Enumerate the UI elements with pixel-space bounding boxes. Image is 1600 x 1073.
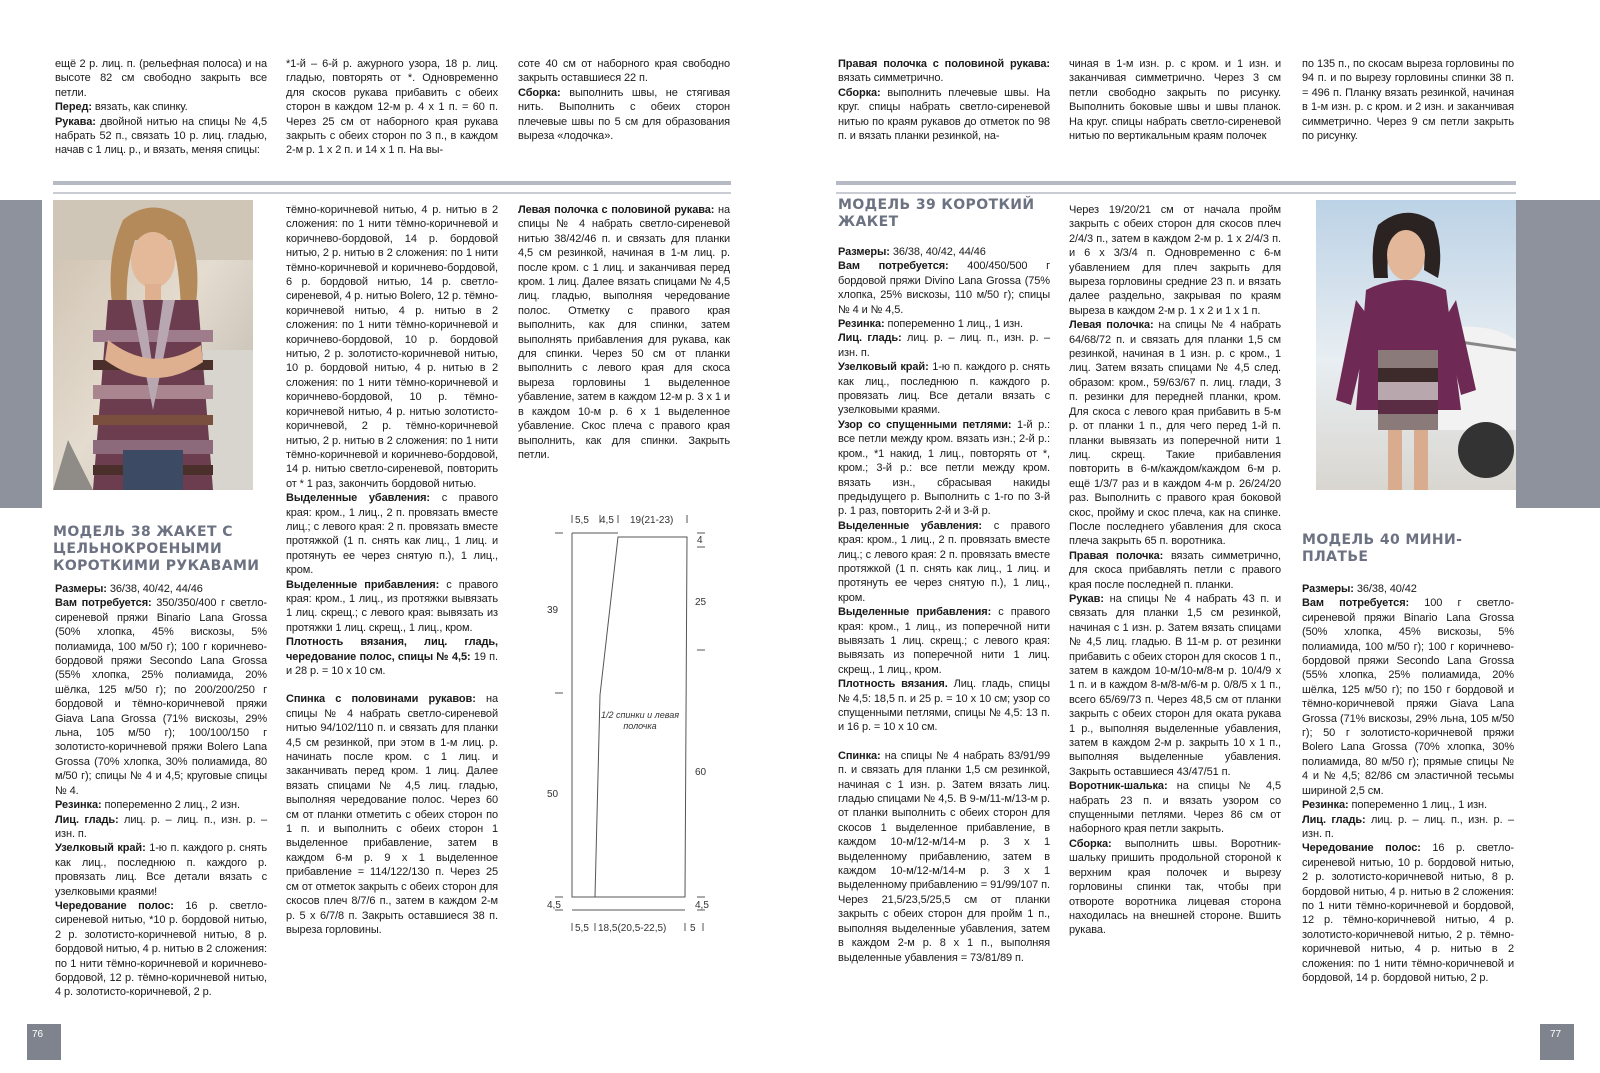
paragraph: [55, 100, 267, 114]
paragraph-text: лиц. р. – лиц. п., изн. р. – изн. п.: [1302, 813, 1515, 840]
paragraph: [55, 582, 267, 596]
paragraph-text: 1-й р.: все петли между кром. вязать изн.; 2-й р.: кром., *1 накид, 1 лиц., повторять от *, кром.; 3-й р.: все петли между кром. вязать изн., сбрасывая накиды предыдущего р. Выполнить с 1-го по 3-й р. 1 раз, повторить 2-й и 3-й р.: [838, 418, 1051, 518]
paragraph: [286, 692, 498, 937]
paragraph-heading: Сборка:: [838, 86, 881, 99]
paragraph: [1302, 813, 1514, 842]
paragraph-heading: Узелковый край:: [838, 361, 929, 374]
paragraph: [838, 677, 1050, 735]
paragraph-text: Лиц. гладь, спицы № 4,5: 18,5 п. и 25 р. = 10 х 10 см; узор со спущенными петлями, спицы № 4,5: 13 п. и 16 р. = 10 х 10 см.: [838, 678, 1050, 734]
dim-right-1: 4: [697, 535, 703, 546]
right-top-column-1: [838, 57, 1050, 143]
paragraph-text: 1-ю п. каждого р. снять как лиц., последнюю п. каждого р. провязать лиц. Все детали вязать с узелковыми краями!: [55, 842, 268, 898]
paragraph-heading: Узор со спущенными петлями:: [838, 418, 1012, 431]
paragraph: [838, 749, 1050, 965]
paragraph-text: 100 г светло-сиреневой пряжи Binario Lana Grossa (50% хлопка, 45% вискозы, 5% полиамида, 100 м/50 г); 100 г коричнево-бордовой пряжи Secondo Lana Grossa (55% хлопка, 25% полиамида, 20% шёлка, 125 м/50 г); по 150 г бордовой и тёмно-коричневой пряжи Giava Lana Grossa (71% вискозы, 29% льна, 105 м/50 г); 50 г золотисто-коричневой пряжи Bolero Lana Grossa (70% хлопка, 30% полиамида, 80 м/50 г); прямые спицы № 4 и № 4,5; 82/86 см эластичной тесьмы шириной 2,5 см.: [1302, 597, 1514, 797]
side-color-band-left: [0, 200, 42, 508]
paragraph: [838, 86, 1050, 144]
paragraph-heading: Резинка:: [1302, 799, 1349, 812]
paragraph-text: на спицы № 4,5 набрать 23 п. и вязать узором со спущенными петлями. Через 86 см от наборного края петли закрыть.: [1069, 780, 1281, 836]
paragraph-heading: Выделенные убавления:: [838, 519, 982, 532]
paragraph: [55, 596, 267, 798]
paragraph-text: лиц. р. – лиц. п., изн. р. – изн. п.: [55, 813, 268, 840]
paragraph-heading: Правая полочка с половиной рукава:: [838, 58, 1050, 70]
model-38-title: МОДЕЛЬ 38 ЖАКЕТ С ЦЕЛЬНОКРОЕНЫМИ КОРОТКИМИ РУКАВАМИ: [53, 524, 260, 574]
dim-top-2: 4,5: [600, 515, 614, 526]
model-40-column: [1302, 582, 1514, 985]
paragraph-heading: Левая полочка с половиной рукава:: [518, 204, 715, 216]
paragraph-heading: Правая полочка:: [1069, 549, 1164, 562]
paragraph-heading: Лиц. гладь:: [55, 813, 119, 826]
paragraph: [838, 331, 1050, 360]
model-40-title: МОДЕЛЬ 40 МИНИ-ПЛАТЬЕ: [1302, 532, 1463, 565]
dim-bottom-1: 5,5: [575, 923, 589, 934]
paragraph: [838, 418, 1050, 519]
paragraph: [1069, 837, 1281, 938]
paragraph-text: лиц. р. – лиц. п., изн. р. – изн. п.: [838, 332, 1051, 359]
paragraph-heading: Рукава:: [55, 115, 96, 128]
paragraph-heading: Сборка:: [1069, 837, 1112, 850]
left-top-column-2: [286, 57, 498, 158]
model-38-column-3: [518, 203, 730, 462]
paragraph: [838, 317, 1050, 331]
paragraph-heading: Лиц. гладь:: [1302, 813, 1366, 826]
paragraph-text: на спицы № 4 набрать 83/91/99 п. и связать для планки 1,5 см резинкой, начиная с 1 изн. р. Затем вязать лиц. гладью спицами № 4,5. В 9-м/11-м/13-м р. от планки выполнить с обеих сторон для скосов 1 выделенное прибавление, в каждом 10-м/12-м/14-м р. 3 х 1 выделенному прибавлению, затем в каждом 10-м/12-м/14-м р. 3 х 1 выделенному прибавлению = 91/99/107 п. Через 21,5/23,5/25,5 см от планки закрыть с обеих сторон для пройм 1 п., выполняя выделенные убавления, затем в каждом 2-м р. 8 х 1 п., выполняя выделенные убавления = 73/81/89 п.: [838, 749, 1050, 964]
model-40-photo: [1316, 200, 1516, 490]
model-39-title: МОДЕЛЬ 39 КОРОТКИЙ ЖАКЕТ: [838, 197, 1035, 230]
right-top-column-3: [1302, 57, 1514, 143]
paragraph: чиная в 1-м изн. р. с кром. и 1 изн. и заканчивая симметрично. Через 3 см петли свободно закрыть по рисунку. Выполнить боковые швы и швы планок. На круг. спицы набрать светло-сиреневой нитью по вертикальным краям полочек: [1069, 58, 1281, 143]
paragraph-heading: Размеры:: [55, 583, 107, 595]
paragraph: [55, 115, 267, 158]
paragraph: по 135 п., по скосам выреза горловины по 94 п. и по вырезу горловины спинки 38 п. = 496 п. Планку вязать резинкой, начиная в 1-м изн. р. с кром. и 2 изн. и заканчивая симметрично. Через 9 см петли закрыть по рисунку.: [1302, 58, 1514, 143]
dim-top-3: 19(21-23): [630, 515, 674, 526]
dim-right-3: 60: [695, 767, 707, 778]
paragraph-heading: Выделенные прибавления:: [838, 606, 992, 619]
section-divider-right: [836, 181, 1516, 194]
dim-left-2: 50: [547, 789, 559, 800]
paragraph: ещё 2 р. лиц. п. (рельефная полоса) и на высоте 82 см свободно закрыть все петли.: [55, 58, 267, 99]
model-39-column-2: [1069, 203, 1281, 938]
paragraph-heading: Плотность вязания, лиц. гладь, чередование полос, спицы № 4,5:: [286, 636, 498, 663]
paragraph-heading: Перед:: [55, 101, 92, 114]
paragraph-heading: Вам потребуется:: [55, 597, 152, 610]
paragraph: [1302, 596, 1514, 798]
paragraph-heading: Воротник-шалька:: [1069, 780, 1168, 793]
paragraph-heading: Узелковый край:: [55, 842, 146, 855]
paragraph: [838, 57, 1050, 86]
paragraph: *1-й – 6-й р. ажурного узора, 18 р. лиц. гладью, повторять от *. Одновременно для скосов рукава прибавить с обеих сторон в каждом 12-м р. 4 х 1 п. = 60 п. Через 25 см от наборного края рукава закрыть с обеих сторон по 3 п., в каждом 2-м р. 1 х 2 п. и 14 х 1 п. На вы-: [286, 58, 498, 157]
paragraph: [838, 245, 1050, 259]
paragraph-text: выполнить швы, не стягивая нить. Выполнить с обеих сторон плечевые швы по 5 см для образования выреза «лодочка».: [518, 86, 730, 143]
paragraph-text: с правого края: кром., 1 лиц., из протяжки вывязать 1 лиц. скрещ.; с левого края: вывязать из протяжки 1 лиц. скрещ., 1 лиц., кром.: [286, 578, 499, 634]
paragraph-text: 16 р. светло-сиреневой нитью, 10 р. бордовой нитью, 2 р. золотисто-коричневой нитью, 8 р. бордовой нитью, 4 р. нитью в 2 сложения: по 1 нити тёмно-коричневой и бордовой, 12 р. тёмно-коричневой нитью, 4 р. золотисто-коричневой нитью, 2 р. тёмно-коричневой нитью, 4 р. нитью в 2 сложения: по 1 нити тёмно-коричневой и бордовой, 14 р. бордовой нитью, 2 р.: [1302, 842, 1514, 984]
pattern-schematic: [545, 515, 745, 955]
dim-right-4: 4,5: [695, 900, 709, 911]
paragraph-heading: Спинка:: [838, 749, 881, 762]
model-38-photo: [53, 200, 253, 490]
paragraph-heading: Резинка:: [838, 318, 885, 331]
paragraph-text: с правого края: кром., 1 лиц., 2 п. провязать вместе лиц.; с левого края: 2 п. провязать вместе протяжкой (1 п. снять как лиц., 1 лиц. и протянуть ее через снятую п.), 1 лиц., кром.: [286, 492, 499, 577]
paragraph-text: попеременно 1 лиц., 1 изн.: [884, 318, 1023, 331]
section-divider-left: [53, 181, 731, 194]
page-number-left: 76: [27, 1024, 61, 1060]
paragraph-text: 1-ю п. каждого р. снять как лиц., последнюю п. каждого р. провязать лиц. Все детали вязать с узелковыми краями.: [838, 361, 1051, 417]
paragraph: [55, 813, 267, 842]
paragraph: [286, 578, 498, 636]
paragraph-text: вязать, как спинку.: [91, 101, 188, 114]
paragraph: [1069, 592, 1281, 779]
paragraph: [518, 86, 730, 144]
left-top-column-1: [55, 57, 267, 158]
paragraph: соте 40 см от наборного края свободно закрыть оставшиеся 22 п.: [518, 58, 730, 85]
paragraph: [1069, 779, 1281, 837]
paragraph: Через 19/20/21 см от начала пройм закрыть с обеих сторон для скосов плеч 2/4/3 п., затем в каждом 2-м р. 1 х 2/4/3 п. и 6 х 3/3/4 п. Одновременно с 6-м убавлением для плеч закрыть для выреза горловины средние 23 п. и вязать далее раздельно, закрывая по краям выреза в каждом 2-м р. 1 х 2 и 1 х 1 п.: [1069, 204, 1281, 317]
paragraph-heading: Резинка:: [55, 799, 102, 812]
paragraph-spacer: [286, 678, 498, 692]
model-38-column-1: [55, 582, 267, 1000]
paragraph: [55, 899, 267, 1000]
paragraph: тёмно-коричневой нитью, 4 р. нитью в 2 сложения: по 1 нити тёмно-коричневой и коричнево-бордовой, 14 р. бордовой нитью, 2 р. нитью в 2 сложения: по 1 нити тёмно-коричневой и коричнево-бордовой, 6 р. бордовой нитью, 14 р. светло-сиреневой, 4 р. нитью Bolero, 12 р. тёмно-коричневой нитью, 4 р. нитью в 2 сложения: по 1 нити тёмно-коричневой и коричнево-бордовой, 10 р. бордовой нитью, 2 р. золотисто-коричневой нитью, 10 р. бордовой нитью, 4 р. нитью в 2 сложения: по 1 нити тёмно-коричневой и коричнево-бордовой, 10 р. тёмно-коричневой нитью, 4 р. нитью золотисто-коричневой, 2 р. тёмно-коричневой нитью, 2 р. нитью в 2 сложения: по 1 нити тёмно-коричневой и коричнево-бордовой, 14 р. нитью светло-сиреневой, повторить от * 1 раз, закончить бордовой нитью.: [286, 204, 498, 490]
paragraph-heading: Размеры:: [838, 246, 890, 258]
paragraph-heading: Выделенные прибавления:: [286, 578, 440, 591]
paragraph-text: попеременно 1 лиц., 1 изн.: [1348, 799, 1487, 812]
paragraph: [286, 491, 498, 577]
paragraph: [838, 605, 1050, 677]
paragraph-heading: Вам потребуется:: [1302, 597, 1410, 610]
paragraph: [1302, 798, 1514, 812]
paragraph-text: на спицы № 4 набрать 64/68/72 п. и связать для планки 1,5 см резинкой, начиная в 1 изн. р. с кром., 1 лиц. Затем вязать спицами № 4,5 след. образом: кром., 59/63/67 п. лиц. глади, 3 п. резинки для передней планки, кром. Для скоса с левого края прибавить в 5-м р. от планки 1 п., для чего перед 1-й п. планки вывязать из поперечной нити 1 лиц. скрещ. Такие прибавления повторить в 6-м/каждом/каждом 6-м р. ещё 1/3/7 раз и в каждом 4-м р. 26/24/20 раз. Выполнить с правого края боковой скос, пройму и скос плеча, как на спинке. После последнего убавления для скоса плеча закрыть 65 п. воротника.: [1069, 319, 1281, 548]
right-top-column-2: [1069, 57, 1281, 143]
paragraph: [55, 841, 267, 899]
paragraph-text: 36/38, 40/42: [1353, 583, 1417, 595]
paragraph-text: на спицы № 4 набрать светло-сиреневой нитью 94/102/110 п. и связать для планки 4,5 см резинкой, при этом в 1-м лиц. р. начинать после кром. с 1 лиц. и заканчивать перед кром. 1 лиц. Далее вязать спицами № 4,5 лиц. гладью, выполняя чередование полос. Через 60 см от планки отметить с обеих сторон по 1 п. и выполнить с обеих сторон 1 выделенное прибавление, затем в каждом 6-м р. 9 х 1 выделенное прибавление = 114/122/130 п. Через 25 см от отметок закрыть с обеих сторон для скосов плеч 8/7/6 п., затем в каждом 2-м р. 5 х 6/7/8 п. Закрыть оставшиеся 38 п. выреза горловины.: [286, 693, 498, 936]
paragraph-text: выполнить швы. Воротник-шальку пришить продольной стороной к верхним края полочек и вырезу горловины спинки так, чтобы при отвороте воротника лицевая сторона находилась на внешней стороне. Вшить рукава.: [1069, 837, 1281, 937]
paragraph: [55, 798, 267, 812]
dim-bottom-2: 18,5(20,5-22,5): [598, 923, 667, 934]
paragraph-text: 16 р. светло-сиреневой нитью, *10 р. бордовой нитью, 2 р. золотисто-коричневой нитью, 8 р. бордовой нитью, 4 р. нитью в 2 сложения: по 1 нити тёмно-коричневой и коричнево-бордовой, 12 р. тёмно-коричневой нитью, 4 р. золотисто-коричневой, 2 р.: [55, 899, 267, 999]
paragraph-text: на спицы № 4 набрать 43 п. и связать для планки 1,5 см резинкой, начиная с 1 изн. р. Затем вязать спицами № 4,5 лиц. гладью. В 11-м р. от резинки прибавить с обеих сторон для скосов 1 п., затем в каждом 10-м/10-м/8-м р. 10/4/9 х 1 п. и в каждом 8-м/8-м/6-м р. 0/8/5 х 1 п., всего 65/69/73 п. Через 48,5 см от планки закрыть с обеих сторон для оката рукава 1 р., выполняя выделенные убавления, затем в каждом 2-м р. закрыть 10 х 1 п., выполняя выделенные убавления. Закрыть оставшиеся 43/47/51 п.: [1069, 592, 1281, 778]
paragraph-heading: Спинка с половинами рукавов:: [286, 693, 476, 706]
diagram-label: 1/2 спинки и левая полочка: [600, 710, 680, 731]
paragraph-heading: Плотность вязания.: [838, 678, 948, 691]
paragraph-heading: Лиц. гладь:: [838, 332, 902, 345]
paragraph-text: с правого края: кром., 1 лиц., 2 п. провязать вместе лиц.; с левого края: 2 п. провязать вместе протяжкой (1 п. снять как лиц., 1 лиц. и протянуть ее через снятую п.), 1 лиц., кром.: [838, 519, 1051, 604]
paragraph-text: 19 п. и 28 р. = 10 х 10 см.: [286, 650, 498, 677]
dim-right-2: 25: [695, 597, 707, 608]
paragraph-text: 400/450/500 г бордовой пряжи Divino Lana Grossa (75% хлопка, 25% вискозы, 110 м/50 г); спицы № 4 и № 4,5.: [838, 260, 1050, 316]
paragraph-heading: Размеры:: [1302, 583, 1354, 595]
paragraph-heading: Чередование полос:: [55, 899, 174, 912]
model-39-column-1: [838, 245, 1050, 965]
paragraph-spacer: [838, 735, 1050, 749]
paragraph-heading: Вам потребуется:: [838, 260, 949, 273]
paragraph: [838, 259, 1050, 317]
paragraph-text: вязать симметрично.: [838, 72, 944, 85]
side-color-band-right: [1516, 200, 1600, 508]
paragraph: [1302, 582, 1514, 596]
paragraph-text: попеременно 2 лиц., 2 изн.: [101, 799, 240, 812]
paragraph-heading: Чередование полос:: [1302, 842, 1421, 855]
paragraph-text: двойной нитью на спицы № 4,5 набрать 52 п., связать 10 р. лиц. гладью, начав с 1 лиц. р., и вязать, меняя спицы:: [55, 115, 267, 157]
dim-top-1: 5,5: [575, 515, 589, 526]
paragraph: [1069, 318, 1281, 549]
paragraph-heading: Левая полочка:: [1069, 319, 1154, 332]
paragraph-heading: Рукав:: [1069, 592, 1104, 605]
paragraph: [838, 519, 1050, 605]
paragraph: [1069, 549, 1281, 592]
paragraph-text: вязать симметрично, для скоса прибавлять петли с правого края после последней п. планки.: [1069, 549, 1281, 591]
paragraph-text: выполнить плечевые швы. На круг. спицы набрать светло-сиреневой нитью по краям рукавов до отметок по 98 п. и вязать планки резинкой, на-: [838, 86, 1050, 143]
page-number-right: 77: [1540, 1024, 1574, 1060]
paragraph: [1302, 841, 1514, 985]
paragraph-heading: Сборка:: [518, 86, 561, 99]
model-38-column-2: [286, 203, 498, 937]
paragraph: [838, 360, 1050, 418]
dim-left-3: 4,5: [547, 900, 561, 911]
left-top-column-3: [518, 57, 730, 143]
paragraph-text: 350/350/400 г светло-сиреневой пряжи Binario Lana Grossa (50% хлопка, 45% вискозы, 5% полиамида, 100 м/50 г); 100 г коричнево-бордовой пряжи Secondo Lana Grossa (55% хлопка, 25% полиамида, 20% шёлка, 125 м/50 г); по 200/200/250 г бордовой и тёмно-коричневой пряжи Giava Lana Grossa (71% вискозы, 29% льна, 105 м/50 г); 100/100/150 г золотисто-коричневой пряжи Bolero Lana Grossa (70% хлопка, 30% полиамида, 80 м/50 г); спицы № 4 и 4,5; круговые спицы № 4.: [55, 597, 267, 797]
paragraph: [518, 203, 730, 462]
paragraph-text: 36/38, 40/42, 44/46: [106, 583, 203, 595]
dim-left-1: 39: [547, 605, 559, 616]
paragraph-text: 36/38, 40/42, 44/46: [889, 246, 986, 258]
paragraph-text: с правого края: кром., 1 лиц., из поперечной нити вывязать 1 лиц. скрещ.; с левого края: вывязать из поперечной нити 1 лиц. скрещ., 1 лиц., кром.: [838, 606, 1051, 676]
dim-bottom-3: 5: [690, 923, 696, 934]
paragraph: [286, 635, 498, 678]
paragraph-heading: Выделенные убавления:: [286, 492, 430, 505]
paragraph-text: на спицы № 4 набрать светло-сиреневой нитью 38/42/46 п. и связать для планки 4,5 см резинкой, начиная в 1-м лиц. р. после кром. с 1 лиц. и заканчивая перед кром. 1 лиц. Далее вязать спицами № 4,5 лиц. гладью, выполняя чередование полос. Отметку с правого края выполнить, как для спинки, затем выполнять прибавления для рукава, как для спинки. Через 50 см от планки выполнить с левого края для скоса выреза горловины 1 выделенное убавление, затем в каждом 12-м р. 3 х 1 и в каждом 10-м р. 6 х 1 выделенное убавление. Скос плеча с правого края выполнить, как для спинки. Закрыть петли.: [518, 204, 730, 461]
